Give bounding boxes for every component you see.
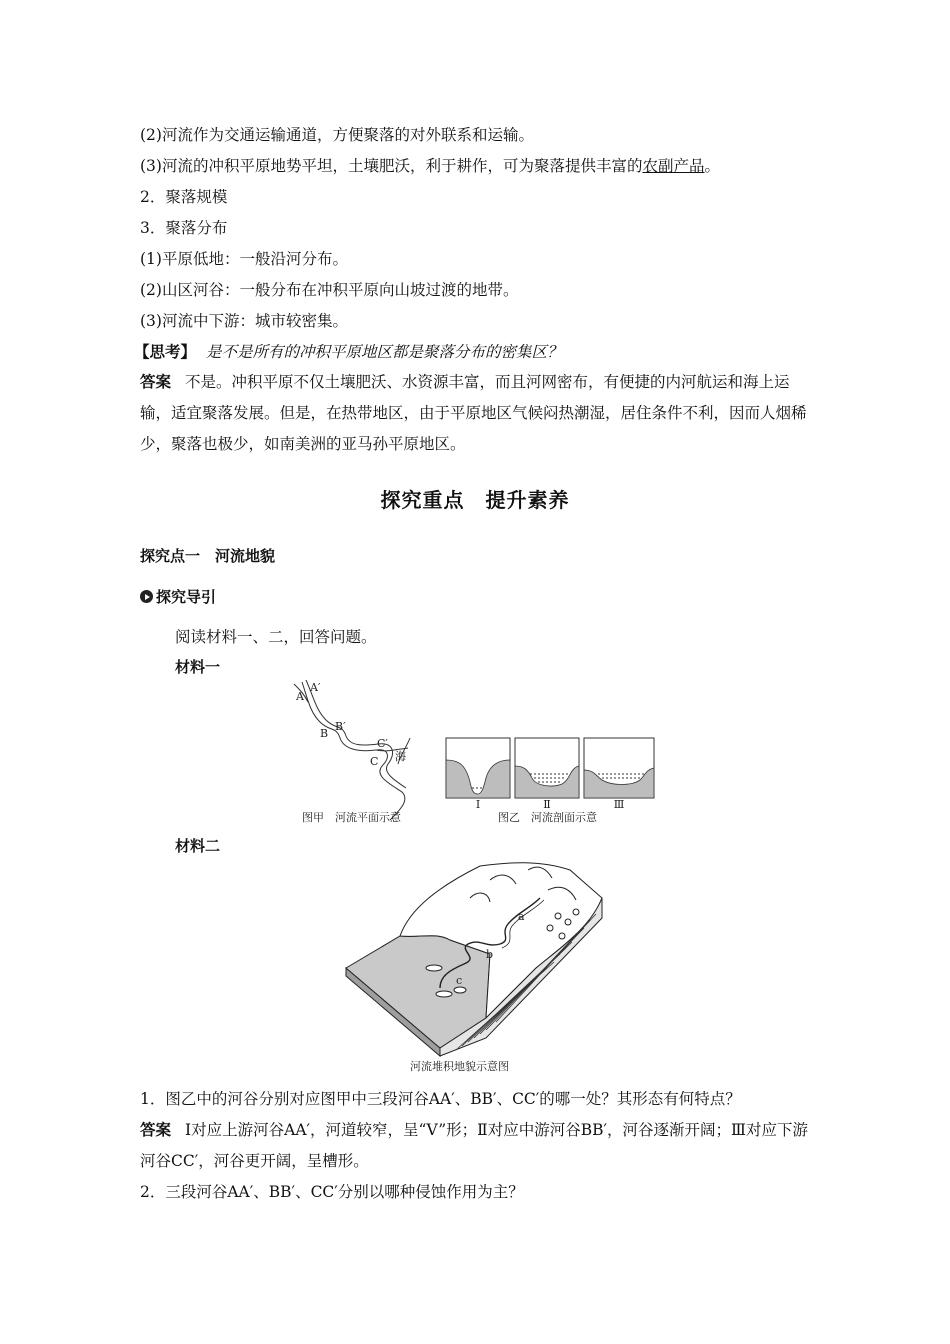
think-question: 是不是所有的冲积平原地区都是聚落分布的密集区？	[206, 343, 563, 361]
label-b-prime: B′	[335, 720, 346, 733]
caption-deposition: 河流堆积地貌示意图	[410, 1060, 509, 1073]
text-line-2-pre: (3)河流的冲积平原地势平坦，土壤肥沃，利于耕作，可为聚落提供丰富的	[140, 157, 643, 175]
section-title: 探究重点 提升素养	[380, 488, 570, 512]
label-fig2-b: b	[486, 948, 494, 961]
question-1: 1．图乙中的河谷分别对应图甲中三段河谷AA′、BB′、CC′的哪一处？其形态有何特点？	[140, 1090, 741, 1108]
q1-answer-text: Ⅰ对应上游河谷AA′，河道较窄，呈“V”形；Ⅱ对应中游河谷BB′，河谷逐渐开阔；Ⅲ对应下游河谷CC′，河谷更开阔，呈槽形。	[140, 1121, 808, 1170]
roman-1: Ⅰ	[475, 798, 481, 811]
figure-deposition-block	[340, 858, 610, 1074]
cross-section-2	[515, 738, 579, 798]
label-fig2-a: a	[518, 910, 525, 923]
cross-section-1	[446, 738, 510, 798]
text-line-5: (1)平原低地：一般沿河分布。	[140, 250, 348, 268]
cross-section-3	[584, 738, 654, 798]
material-one-label: 材料一	[175, 658, 221, 676]
label-a-prime: A′	[310, 681, 321, 694]
text-line-7: (3)河流中下游：城市较密集。	[140, 312, 348, 330]
heading-settlement-distribution: 3．聚落分布	[140, 219, 228, 237]
answer-block	[140, 367, 820, 460]
guide-label: 探究导引	[156, 588, 217, 606]
play-icon	[140, 590, 153, 603]
heading-settlement-scale: 2．聚落规模	[140, 188, 228, 206]
text-line-2	[140, 151, 820, 182]
label-c-prime: C′	[377, 737, 388, 750]
label-b: B	[320, 727, 329, 740]
question-1-answer	[140, 1115, 820, 1177]
caption-plan: 图甲 河流平面示意	[302, 811, 401, 824]
answer-text: 不是。冲积平原不仅土壤肥沃、水资源丰富，而且河网密布，有便捷的内河航运和海上运输，适宜聚落发展。但是，在热带地区，由于平原地区气候闷热潮湿，居住条件不利，因而人烟稀少，聚落也极少，如南美洲的亚马孙平原地区。	[140, 373, 807, 453]
think-block	[134, 336, 814, 368]
text-line-6: (2)山区河谷：一般分布在冲积平原向山坡过渡的地带。	[140, 281, 519, 299]
label-a: A	[296, 690, 304, 703]
think-label: 【思考】	[134, 342, 197, 361]
point-title: 探究点一 河流地貌	[140, 547, 276, 565]
intro-text: 阅读材料一、二，回答问题。	[175, 628, 377, 646]
caption-section: 图乙 河流剖面示意	[498, 811, 597, 824]
q1-answer-label: 答案	[140, 1121, 172, 1139]
river-plan-map	[294, 680, 410, 820]
label-fig2-c: c	[456, 974, 463, 987]
question-2: 2．三段河谷AA′、BB′、CC′分别以哪种侵蚀作用为主？	[140, 1183, 524, 1201]
roman-2: Ⅱ	[543, 798, 551, 811]
label-sea: 海	[395, 750, 406, 763]
label-c: C	[370, 755, 379, 768]
text-line-1: (2)河流作为交通运输通道，方便聚落的对外联系和运输。	[140, 126, 534, 144]
roman-3: Ⅲ	[613, 798, 625, 811]
material-two-label: 材料二	[175, 837, 221, 855]
text-line-2-post: 。	[704, 157, 720, 175]
guide-heading	[140, 586, 216, 607]
answer-label: 答案	[140, 373, 172, 391]
terrain-block	[346, 863, 602, 1056]
figure-river-diagrams	[290, 680, 670, 830]
underlined-term: 农副产品	[642, 157, 705, 175]
